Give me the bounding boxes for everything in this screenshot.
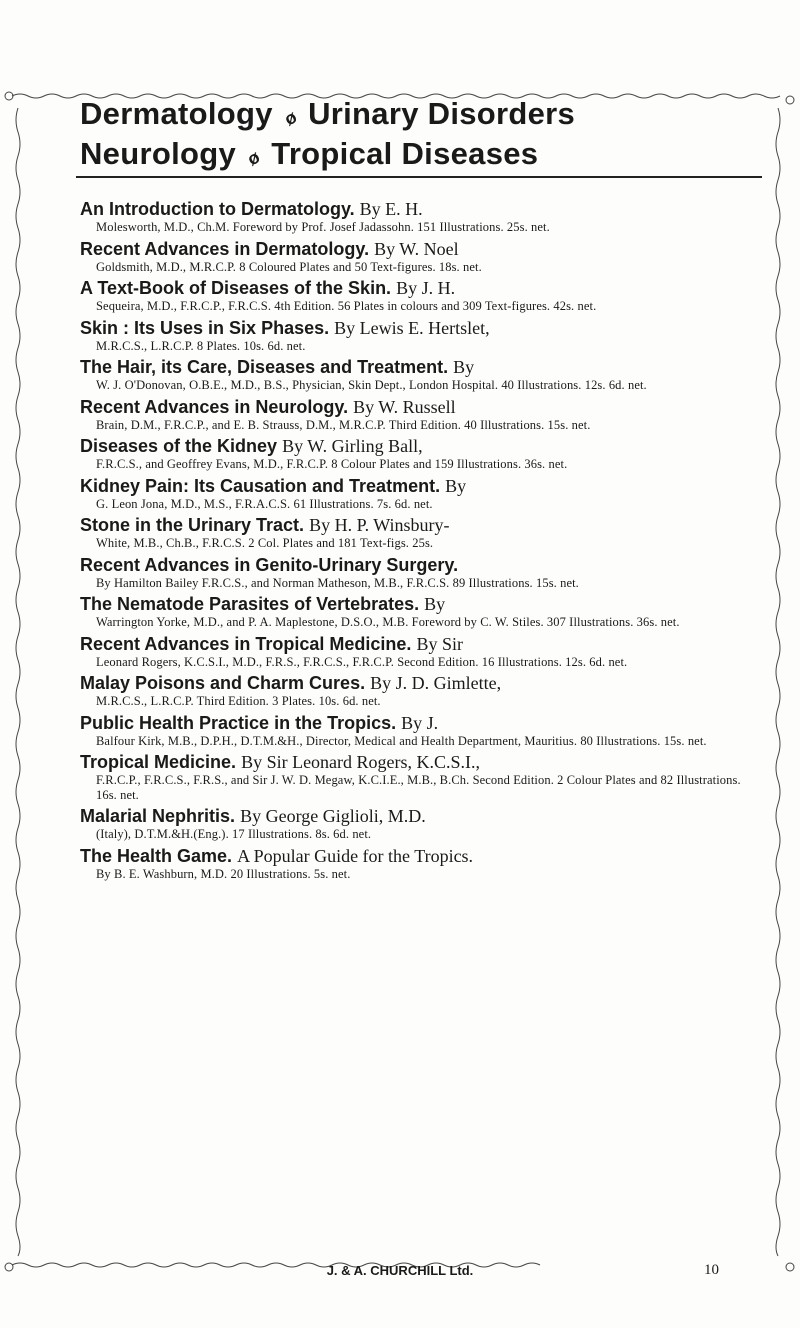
- publisher-footer: J. & A. CHURCHILL Ltd.: [326, 1263, 474, 1278]
- book-detail: Molesworth, M.D., Ch.M. Foreword by Prof. Josef Jadassohn. 151 Illustrations. 25s. net.: [96, 220, 550, 234]
- book-detail: M.R.C.S., L.R.C.P. 8 Plates. 10s. 6d. net.: [96, 338, 306, 353]
- header-urinary: Urinary Disorders: [308, 96, 576, 131]
- header-rule: [76, 176, 762, 178]
- book-detail: (Italy), D.T.M.&H.(Eng.). 17 Illustrations. 8s. 6d. net.: [96, 827, 372, 841]
- book-detail: Brain, D.M., F.R.C.P., and E. B. Strauss, D.M., M.R.C.P. Third Edition. 40 Illustrations. 15s. net.: [96, 417, 591, 432]
- book-entry: [80, 805, 748, 842]
- book-title: Kidney Pain: Its Causation and Treatment. By: [80, 475, 467, 496]
- book-entry: [80, 317, 748, 354]
- header-neurology: Neurology: [80, 136, 236, 171]
- book-entry: [80, 435, 748, 472]
- book-entry: [80, 593, 748, 630]
- book-title: Recent Advances in Dermatology. By W. Noel: [80, 238, 459, 259]
- book-detail: Goldsmith, M.D., M.R.C.P. 8 Coloured Plates and 50 Text-figures. 18s. net.: [96, 259, 482, 274]
- book-title: Stone in the Urinary Tract. By H. P. Winsbury-: [80, 515, 450, 535]
- page-header: [80, 96, 740, 176]
- book-title: Recent Advances in Tropical Medicine. By Sir: [80, 633, 463, 654]
- book-title: Recent Advances in Neurology. By W. Russell: [80, 396, 456, 417]
- book-detail: M.R.C.S., L.R.C.P. Third Edition. 3 Plates. 10s. 6d. net.: [96, 694, 381, 708]
- corner-ring-top-right: [786, 96, 794, 104]
- book-list: [80, 198, 748, 884]
- book-entry: [80, 277, 748, 314]
- book-entry: [80, 514, 748, 551]
- header-line-2: [80, 136, 740, 176]
- book-detail: By Hamilton Bailey F.R.C.S., and Norman Matheson, M.B., F.R.C.S. 89 Illustrations. 15s. net.: [96, 575, 579, 590]
- book-entry: [80, 554, 748, 591]
- book-detail: Sequeira, M.D., F.R.C.P., F.R.C.S. 4th Edition. 56 Plates in colours and 309 Text-figures. 42s. net.: [96, 299, 597, 313]
- book-detail: W. J. O'Donovan, O.B.E., M.D., B.S., Physician, Skin Dept., London Hospital. 40 Illustrations. 12s. 6d. net.: [96, 378, 647, 392]
- book-entry: [80, 845, 748, 882]
- book-entry: [80, 712, 748, 749]
- header-line-1: [80, 96, 740, 136]
- book-title: Recent Advances in Genito-Urinary Surgery.: [80, 554, 459, 575]
- header-dermatology: Dermatology: [80, 96, 273, 131]
- book-entry: [80, 238, 748, 275]
- book-title: Diseases of the Kidney By W. Girling Ball,: [80, 436, 423, 456]
- page-number: 10: [704, 1262, 719, 1278]
- book-detail: Warrington Yorke, M.D., and P. A. Maplestone, D.S.O., M.B. Foreword by C. W. Stiles. 307 Illustrations. 36s. net.: [96, 615, 680, 629]
- book-detail: Balfour Kirk, M.B., D.P.H., D.T.M.&H., Director, Medical and Health Department, Mauritius. 80 Illustrations. 15s. net.: [96, 733, 707, 748]
- book-detail: G. Leon Jona, M.D., M.S., F.R.A.C.S. 61 Illustrations. 7s. 6d. net.: [96, 496, 433, 511]
- book-title: Malarial Nephritis. By George Giglioli, M.D.: [80, 806, 426, 826]
- corner-ring-top-left: [5, 92, 13, 100]
- book-entry: [80, 396, 748, 433]
- border-left: [16, 108, 20, 1256]
- border-right: [776, 108, 780, 1256]
- book-title: An Introduction to Dermatology. By E. H.: [80, 199, 423, 219]
- ornament-icon: ø: [243, 146, 264, 170]
- book-title: A Text-Book of Diseases of the Skin. By J. H.: [80, 278, 456, 298]
- book-entry: [80, 198, 748, 235]
- book-entry: [80, 672, 748, 709]
- book-detail: White, M.B., Ch.B., F.R.C.S. 2 Col. Plates and 181 Text-figs. 25s.: [96, 536, 434, 550]
- book-detail: F.R.C.P., F.R.C.S., F.R.S., and Sir J. W. D. Megaw, K.C.I.E., M.B., B.Ch. Second Edition. 2 Colour Plates and 82 Illustrations. 16s. net.: [96, 773, 741, 802]
- book-title: The Nematode Parasites of Vertebrates. By: [80, 594, 446, 614]
- book-title: Tropical Medicine. By Sir Leonard Rogers, K.C.S.I.,: [80, 752, 481, 772]
- book-entry: [80, 751, 748, 802]
- book-title: Public Health Practice in the Tropics. By J.: [80, 712, 439, 733]
- book-title: The Health Game. A Popular Guide for the Tropics.: [80, 845, 474, 866]
- book-entry: [80, 475, 748, 512]
- book-title: Malay Poisons and Charm Cures. By J. D. Gimlette,: [80, 673, 502, 693]
- book-title: The Hair, its Care, Diseases and Treatment. By: [80, 357, 475, 377]
- header-tropical: Tropical Diseases: [271, 136, 539, 171]
- book-title: Skin : Its Uses in Six Phases. By Lewis E. Hertslet,: [80, 317, 490, 338]
- book-entry: [80, 633, 748, 670]
- book-detail: F.R.C.S., and Geoffrey Evans, M.D., F.R.C.P. 8 Colour Plates and 159 Illustrations. 36s. net.: [96, 457, 568, 471]
- book-detail: By B. E. Washburn, M.D. 20 Illustrations. 5s. net.: [96, 866, 351, 881]
- ornament-icon: ø: [280, 106, 301, 130]
- book-detail: Leonard Rogers, K.C.S.I., M.D., F.R.S., F.R.C.S., F.R.C.P. Second Edition. 16 Illustrations. 12s. 6d. net.: [96, 654, 628, 669]
- book-entry: [80, 356, 748, 393]
